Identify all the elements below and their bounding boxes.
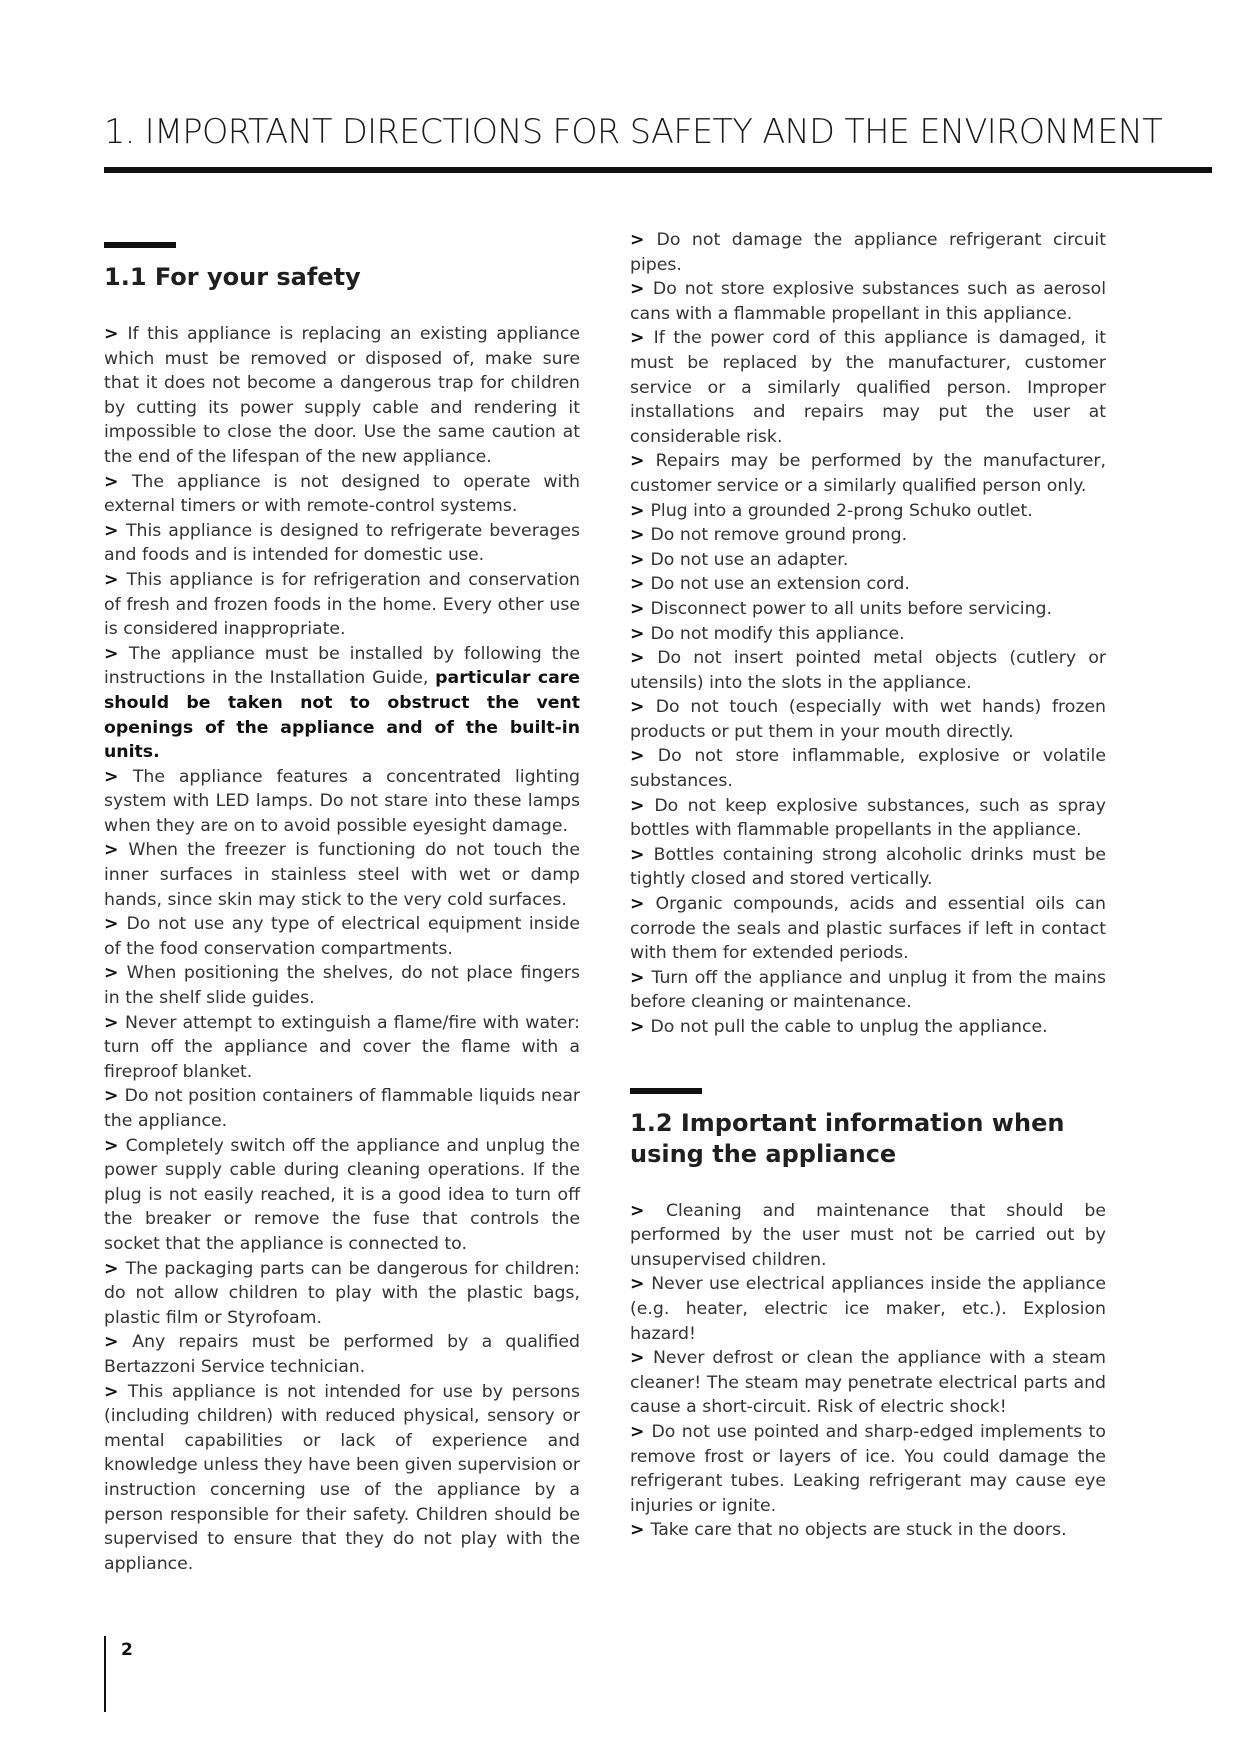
list-item [104, 568, 580, 642]
bullet-marker: > [104, 1332, 133, 1353]
bullet-marker: > [630, 1520, 651, 1541]
list-item-text: Any repairs must be performed by a qualified Bertazzoni Service technician. [104, 1332, 581, 1377]
bullet-marker: > [104, 963, 127, 984]
list-item-text: Never attempt to extinguish a flame/fire with water: turn off the appliance and cover the flame with a fireproof blanket. [104, 1012, 580, 1082]
list-item-text: Organic compounds, acids and essential oils can corrode the seals and plastic surfaces if left in contact with them for extended periods. [630, 894, 1107, 964]
list-item [104, 1134, 580, 1257]
list-item-text: Do not modify this appliance. [650, 623, 905, 644]
list-item-text: Take care that no objects are stuck in the doors. [650, 1520, 1067, 1541]
left-column [104, 242, 580, 1576]
bullet-marker: > [104, 643, 129, 664]
list-item [630, 1272, 1106, 1346]
list-item-text: If the power cord of this appliance is damaged, it must be replaced by the manufacturer, customer service or a similarly qualified person. Improper installations and repairs may put the user at considerable risk. [630, 328, 1107, 447]
page-title: 1. IMPORTANT DIRECTIONS FOR SAFETY AND THE ENVIRONMENT [104, 112, 1163, 151]
bullet-marker: > [630, 967, 652, 988]
bullet-marker: > [630, 746, 658, 767]
list-item [630, 1420, 1106, 1518]
list-item [630, 892, 1106, 966]
bullet-marker: > [104, 1381, 128, 1402]
list-item-text: When positioning the shelves, do not place fingers in the shelf slide guides. [104, 963, 580, 1009]
section-1-accent-bar [104, 242, 176, 248]
list-item [104, 470, 580, 519]
list-item-text: Disconnect power to all units before servicing. [650, 598, 1053, 619]
list-item [630, 1346, 1106, 1420]
list-item [104, 961, 580, 1010]
bullet-marker: > [630, 623, 651, 644]
page-number-rule [104, 1636, 106, 1712]
list-item-text: Do not damage the appliance refrigerant circuit pipes. [630, 230, 1107, 275]
bullet-marker: > [630, 648, 658, 669]
bullet-marker: > [104, 324, 128, 344]
list-item-text: Never use electrical appliances inside the appliance (e.g. heater, electric ice maker, etc.). Explosion hazard! [630, 1274, 1106, 1344]
section-1-heading: 1.1 For your safety [104, 263, 361, 291]
list-item [104, 519, 580, 568]
bullet-marker: > [104, 569, 127, 590]
bullet-marker: > [630, 328, 654, 349]
list-item [630, 744, 1106, 793]
section-2-heading: 1.2 Important information when using the appliance [630, 1108, 1065, 1168]
list-item-text: The appliance features a concentrated lighting system with LED lamps. Do not stare into these lamps when they are on to avoid possible eyesight damage. [104, 766, 581, 836]
list-item [630, 523, 1106, 548]
bullet-marker: > [630, 1348, 653, 1369]
page-number: 2 [121, 1640, 133, 1660]
section-2-accent-bar [630, 1088, 702, 1094]
list-item [104, 322, 580, 470]
bullet-marker: > [104, 471, 132, 492]
list-item [630, 843, 1106, 892]
list-item-text: Do not store inflammable, explosive or volatile substances. [630, 746, 1106, 792]
bullet-marker: > [630, 500, 651, 521]
bullet-marker: > [104, 840, 129, 861]
list-item [104, 838, 580, 912]
list-item [630, 1518, 1106, 1543]
list-item [630, 1199, 1106, 1273]
bullet-marker: > [630, 894, 656, 915]
bullet-marker: > [630, 451, 656, 472]
list-item [630, 695, 1106, 744]
bullet-marker: > [630, 525, 651, 546]
list-item-text: Turn off the appliance and unplug it from the mains before cleaning or maintenance. [630, 967, 1106, 1013]
list-item [104, 765, 580, 839]
list-item-text: Completely switch off the appliance and unplug the power supply cable during cleaning operations. If the plug is not easily reached, it is a good idea to turn off the breaker or remove the fuse that controls the socket that the appliance is connected to. [104, 1135, 580, 1254]
bullet-marker: > [104, 1012, 126, 1033]
bullet-marker: > [104, 1258, 126, 1279]
list-item [104, 1257, 580, 1331]
bullet-marker: > [630, 230, 657, 250]
list-item [104, 642, 580, 765]
bullet-marker: > [104, 914, 127, 935]
list-item-text: Do not remove ground prong. [650, 525, 908, 546]
section-1-items-continued [630, 228, 1106, 1040]
list-item-text: This appliance is for refrigeration and conservation of fresh and frozen foods in the home. Every other use is considered inappropriate. [104, 569, 580, 640]
list-item-text: Plug into a grounded 2-prong Schuko outlet. [650, 500, 1033, 521]
list-item [630, 572, 1106, 597]
list-item [630, 646, 1106, 695]
section-2 [630, 1088, 1106, 1543]
bullet-marker: > [630, 697, 656, 718]
list-item-text: Do not insert pointed metal objects (cutlery or utensils) into the slots in the appliance. [630, 648, 1106, 693]
list-item [630, 499, 1106, 524]
bullet-marker: > [104, 520, 126, 541]
list-item-text: Never defrost or clean the appliance with a steam cleaner! The steam may penetrate electrical parts and cause a short-circuit. Risk of electric shock! [630, 1348, 1106, 1418]
list-item [104, 1380, 580, 1577]
list-item [104, 1011, 580, 1085]
list-item-text: Do not pull the cable to unplug the appliance. [650, 1017, 1048, 1037]
list-item-text: Cleaning and maintenance that should be performed by the user must not be carried out by unsupervised children. [630, 1200, 1107, 1270]
list-item [630, 277, 1106, 326]
list-item [630, 548, 1106, 573]
list-item [630, 326, 1106, 449]
list-item-text: The appliance must be installed by following the instructions in the Installation Guide, [104, 643, 580, 689]
bullet-marker: > [630, 1200, 666, 1221]
bullet-marker: > [630, 279, 653, 300]
right-column [630, 228, 1106, 1543]
list-item-text: Do not touch (especially with wet hands) frozen products or put them in your mouth directly. [630, 697, 1107, 742]
list-item [630, 597, 1106, 622]
bullet-marker: > [630, 598, 651, 619]
list-item-text: Do not use an adapter. [650, 549, 849, 570]
bullet-marker: > [630, 844, 654, 865]
bullet-marker: > [104, 1135, 126, 1156]
list-item [630, 966, 1106, 1015]
bullet-marker: > [104, 1086, 125, 1107]
list-item [630, 622, 1106, 647]
list-item-text: Repairs may be performed by the manufacturer, customer service or a similarly qualified person only. [630, 451, 1107, 496]
bullet-marker: > [630, 1017, 651, 1037]
list-item-text: This appliance is designed to refrigerate beverages and foods and is intended for domestic use. [104, 520, 580, 566]
list-item-text: The packaging parts can be dangerous for children: do not allow children to play with the plastic bags, plastic film or Styrofoam. [104, 1258, 580, 1328]
list-item-text: If this appliance is replacing an existing appliance which must be removed or disposed of, make sure that it does not become a dangerous trap for children by cutting its power supply cable and rendering it impossible to close the door. Use the same caution at the end of the lifespan of the new appliance. [104, 324, 580, 467]
list-item-text: This appliance is not intended for use by persons (including children) with reduced physical, sensory or mental capabilities or lack of experience and knowledge unless they have been given supervision or instruction concerning use of the appliance by a person responsible for their safety. Children should be supervised to ensure that they do not play with the appliance. [104, 1381, 580, 1574]
section-2-items [630, 1199, 1106, 1543]
list-item [630, 449, 1106, 498]
list-item [104, 912, 580, 961]
list-item [630, 1015, 1106, 1040]
list-item-text: Do not store explosive substances such as aerosol cans with a flammable propellant in this appliance. [630, 279, 1106, 324]
list-item [630, 228, 1106, 277]
list-item-text: The appliance is not designed to operate with external timers or with remote-control systems. [104, 471, 580, 517]
list-item-text: When the freezer is functioning do not touch the inner surfaces in stainless steel with wet or damp hands, since skin may stick to the very cold surfaces. [104, 840, 580, 910]
list-item-text: Do not use pointed and sharp-edged implements to remove frost or layers of ice. You could damage the refrigerant tubes. Leaking refrigerant may cause eye injuries or ignite. [630, 1421, 1106, 1516]
bullet-marker: > [104, 766, 133, 787]
bullet-marker: > [630, 549, 651, 570]
list-item-text: Do not keep explosive substances, such as spray bottles with flammable propellants in the appliance. [630, 795, 1106, 841]
list-item-text: Bottles containing strong alcoholic drinks must be tightly closed and stored vertically. [630, 844, 1106, 890]
list-item [630, 794, 1106, 843]
list-item [104, 1084, 580, 1133]
bullet-marker: > [630, 795, 655, 816]
bullet-marker: > [630, 1274, 652, 1295]
title-rule [104, 167, 1212, 173]
list-item-text: Do not use an extension cord. [650, 574, 910, 595]
section-1-items [104, 322, 580, 1576]
list-item-text: Do not use any type of electrical equipment inside of the food conservation compartments. [104, 914, 580, 959]
bullet-marker: > [630, 574, 651, 595]
bullet-marker: > [630, 1421, 652, 1442]
list-item [104, 1330, 580, 1379]
list-item-text: Do not position containers of flammable liquids near the appliance. [104, 1086, 581, 1131]
list-item-emphasis: particular care should be taken not to obstruct the vent openings of the appliance and of the built-in units. [104, 668, 580, 763]
